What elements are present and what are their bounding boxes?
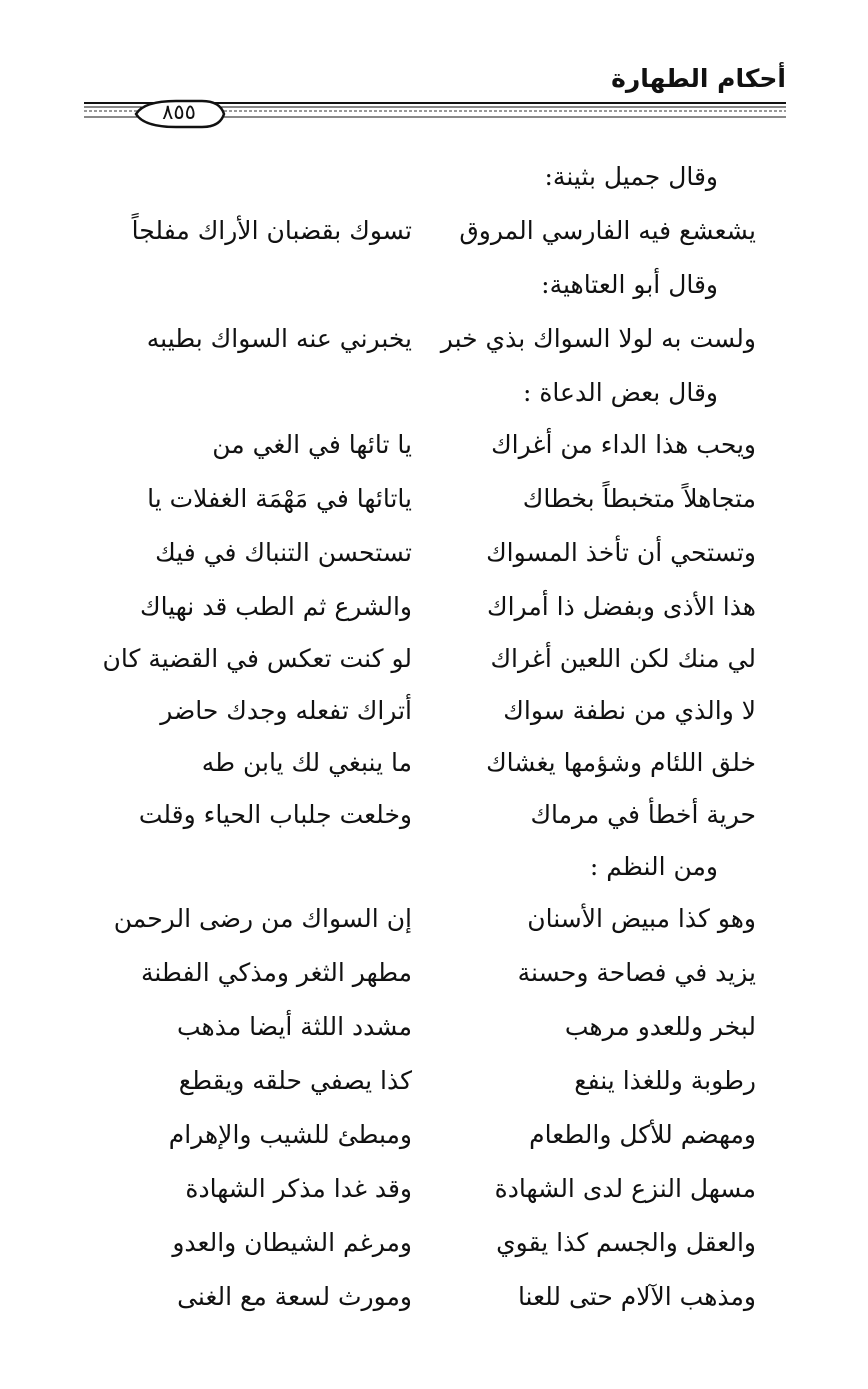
verse-text: مسهل النزع لدى الشهادة — [494, 1174, 756, 1203]
verse-second-hemistich — [460, 590, 756, 624]
verse-text: تسوك بقضبان الأراك مفلجاً — [131, 216, 412, 245]
verse-first-hemistich — [112, 1064, 412, 1098]
page-number: ٨٥٥ — [162, 100, 196, 124]
verse-first-hemistich — [112, 1226, 412, 1260]
verse-second-hemistich — [460, 1064, 756, 1098]
verse-second-hemistich — [460, 642, 756, 676]
verse-first-hemistich — [112, 1280, 412, 1314]
verse-text: تستحسن التنباك في فيك — [155, 538, 412, 567]
verse-text: ما ينبغي لك يابن طه — [201, 748, 412, 777]
verse-first-hemistich — [112, 902, 412, 936]
verse-second-hemistich — [460, 428, 756, 462]
verse-text: ياتائها في مَهْمَة الغفلات يا — [147, 484, 412, 513]
running-title: أحكام الطهارة — [611, 64, 786, 93]
verse-second-hemistich — [460, 902, 756, 936]
verse-text: ومبطئ للشيب والإهرام — [168, 1120, 412, 1149]
verse-second-hemistich — [440, 322, 756, 356]
verse-text: والعقل والجسم كذا يقوي — [496, 1228, 756, 1257]
verse-text: ومرغم الشيطان والعدو — [172, 1228, 412, 1257]
verse-first-hemistich — [112, 1172, 412, 1206]
verse-text: يشعشع فيه الفارسي المروق — [459, 216, 756, 245]
verse-text: هذا الأذى وبفضل ذا أمراك — [487, 592, 756, 621]
section-intro: ومن النظم : — [589, 852, 718, 881]
verse-first-hemistich — [112, 590, 412, 624]
verse-text: ومذهب الآلام حتى للعنا — [517, 1282, 756, 1311]
verse-first-hemistich — [112, 1118, 412, 1152]
verse-text: كذا يصفي حلقه ويقطع — [178, 1066, 412, 1095]
verse-text: رطوبة وللغذا ينفع — [574, 1066, 756, 1095]
verse-first-hemistich — [112, 694, 412, 728]
verse-text: يزيد في فصاحة وحسنة — [517, 958, 756, 987]
verse-text: وقد غدا مذكر الشهادة — [185, 1174, 412, 1203]
verse-text: وتستحي أن تأخذ المسواك — [486, 538, 756, 567]
verse-second-hemistich — [460, 214, 756, 248]
verse-first-hemistich — [112, 214, 412, 248]
verse-first-hemistich — [112, 428, 412, 462]
verse-text: يخبرني عنه السواك بطيبه — [146, 324, 412, 353]
verse-text: لي منك لكن اللعين أغراك — [490, 644, 756, 673]
verse-text: والشرع ثم الطب قد نهياك — [140, 592, 412, 621]
verse-second-hemistich — [460, 694, 756, 728]
verse-first-hemistich — [112, 536, 412, 570]
verse-second-hemistich — [460, 1172, 756, 1206]
section-intro: وقال بعض الدعاة : — [522, 378, 718, 407]
verse-first-hemistich — [112, 956, 412, 990]
verse-first-hemistich — [112, 1010, 412, 1044]
verse-text: ويحب هذا الداء من أغراك — [491, 430, 756, 459]
verse-second-hemistich — [460, 746, 756, 780]
verse-text: مشدد اللثة أيضا مذهب — [176, 1012, 412, 1041]
verse-first-hemistich — [112, 482, 412, 516]
verse-second-hemistich — [460, 482, 756, 516]
verse-first-hemistich — [112, 322, 412, 356]
verse-text: إن السواك من رضى الرحمن — [113, 904, 412, 933]
verse-text: متجاهلاً متخبطاً بخطاك — [522, 484, 756, 513]
verse-text: أتراك تفعله وجدك حاضر — [160, 696, 412, 725]
verse-text: ومورث لسعة مع الغنى — [177, 1282, 412, 1311]
verse-text: ولست به لولا السواك بذي خبر — [440, 324, 756, 353]
verse-text: مطهر الثغر ومذكي الفطنة — [140, 958, 412, 987]
verse-text: يا تائها في الغي من — [212, 430, 412, 459]
verse-text: خلق اللئام وشؤمها يغشاك — [486, 748, 756, 777]
verse-text: لو كنت تعكس في القضية كان — [102, 644, 412, 673]
verse-text: وهو كذا مبيض الأسنان — [527, 904, 756, 933]
verse-text: لبخر وللعدو مرهب — [564, 1012, 756, 1041]
verse-second-hemistich — [460, 798, 756, 832]
verse-first-hemistich — [112, 798, 412, 832]
verse-text: لا والذي من نطفة سواك — [503, 696, 756, 725]
verse-second-hemistich — [460, 1118, 756, 1152]
section-intro: وقال أبو العتاهية: — [541, 270, 718, 299]
verse-text: ومهضم للأكل والطعام — [529, 1120, 756, 1149]
verse-text: وخلعت جلباب الحياء وقلت — [138, 800, 412, 829]
verse-second-hemistich — [460, 1010, 756, 1044]
verse-second-hemistich — [460, 1280, 756, 1314]
verse-text: حرية أخطأ في مرماك — [530, 800, 756, 829]
verse-second-hemistich — [460, 1226, 756, 1260]
verse-second-hemistich — [460, 536, 756, 570]
verse-first-hemistich — [102, 642, 412, 676]
verse-first-hemistich — [112, 746, 412, 780]
verse-second-hemistich — [460, 956, 756, 990]
section-intro: وقال جميل بثينة: — [544, 162, 718, 191]
